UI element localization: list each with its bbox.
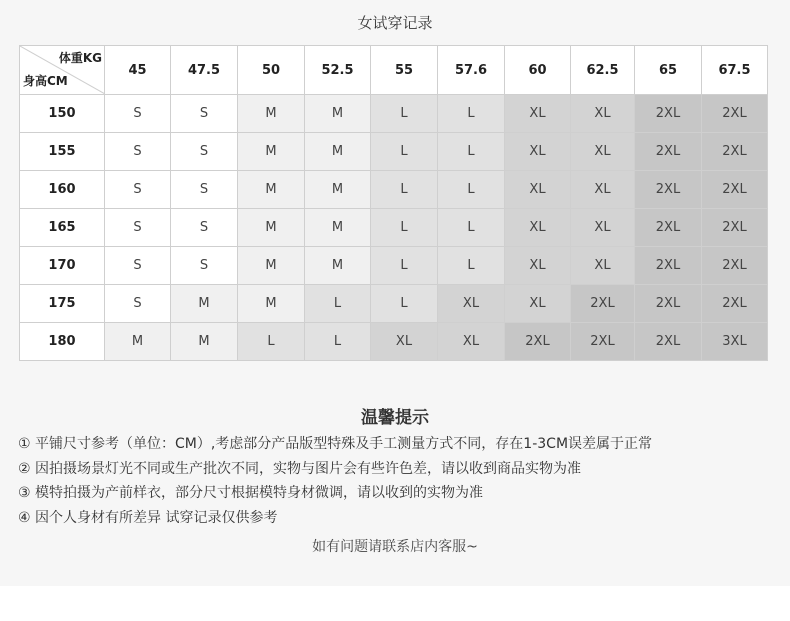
size-table	[19, 45, 768, 361]
weight-header: 45	[105, 46, 171, 95]
height-header: 175	[20, 285, 105, 323]
weight-axis-label: 体重KG	[58, 51, 102, 65]
table-row	[20, 95, 768, 133]
size-cell: 2XL	[571, 323, 635, 361]
table-row	[20, 171, 768, 209]
weight-header: 52.5	[305, 46, 371, 95]
size-cell: S	[105, 133, 171, 171]
size-cell: XL	[505, 171, 571, 209]
size-cell: S	[171, 247, 238, 285]
size-cell: XL	[571, 95, 635, 133]
size-cell: S	[171, 171, 238, 209]
size-cell: M	[305, 247, 371, 285]
size-cell: M	[305, 209, 371, 247]
size-cell: XL	[505, 133, 571, 171]
size-cell: 2XL	[702, 209, 768, 247]
size-cell: XL	[571, 209, 635, 247]
page-title: 女试穿记录	[357, 14, 433, 32]
tip-item: ④ 因个人身材有所差异 试穿记录仅供参考	[18, 509, 278, 526]
tip-item: ③ 模特拍摄为产前样衣，部分尺寸根据模特身材微调，请以收到的实物为准	[18, 485, 483, 501]
size-cell: L	[371, 171, 438, 209]
weight-header: 50	[238, 46, 305, 95]
contact-note: 如有问题请联系店内客服~	[312, 539, 478, 555]
size-cell: L	[305, 323, 371, 361]
size-cell: 2XL	[702, 247, 768, 285]
size-cell: M	[238, 247, 305, 285]
height-header: 165	[20, 209, 105, 247]
weight-header: 47.5	[171, 46, 238, 95]
size-cell: 2XL	[635, 209, 702, 247]
size-cell: 2XL	[635, 247, 702, 285]
table-row	[20, 247, 768, 285]
size-cell: XL	[571, 247, 635, 285]
size-cell: S	[171, 133, 238, 171]
header-row	[20, 46, 768, 95]
corner-cell	[20, 46, 105, 95]
tips-list	[18, 432, 783, 530]
weight-header: 55	[371, 46, 438, 95]
size-cell: XL	[505, 209, 571, 247]
size-cell: M	[171, 323, 238, 361]
size-cell: L	[438, 209, 505, 247]
size-cell: 2XL	[702, 285, 768, 323]
size-cell: 2XL	[702, 95, 768, 133]
size-cell: S	[105, 285, 171, 323]
height-axis-label: 身高CM	[23, 74, 68, 88]
height-header: 170	[20, 247, 105, 285]
weight-header: 57.6	[438, 46, 505, 95]
size-cell: 2XL	[635, 133, 702, 171]
size-cell: M	[238, 133, 305, 171]
size-cell: XL	[505, 95, 571, 133]
size-cell: 2XL	[635, 285, 702, 323]
size-cell: M	[305, 95, 371, 133]
size-cell: L	[438, 171, 505, 209]
size-cell: S	[105, 209, 171, 247]
size-cell: M	[105, 323, 171, 361]
size-cell: XL	[505, 247, 571, 285]
size-cell: L	[371, 209, 438, 247]
size-cell: XL	[571, 171, 635, 209]
size-cell: L	[371, 285, 438, 323]
size-cell: S	[105, 95, 171, 133]
size-cell: M	[238, 209, 305, 247]
size-cell: S	[171, 209, 238, 247]
size-cell: 2XL	[635, 95, 702, 133]
size-cell: L	[438, 247, 505, 285]
height-header: 155	[20, 133, 105, 171]
table-row	[20, 209, 768, 247]
size-cell: S	[105, 171, 171, 209]
size-cell: 2XL	[635, 323, 702, 361]
size-cell: XL	[571, 133, 635, 171]
size-cell: L	[371, 95, 438, 133]
size-cell: L	[438, 133, 505, 171]
height-header: 150	[20, 95, 105, 133]
size-cell: XL	[371, 323, 438, 361]
size-cell: L	[371, 247, 438, 285]
size-cell: S	[105, 247, 171, 285]
size-cell: XL	[438, 323, 505, 361]
size-cell: M	[238, 285, 305, 323]
table-row	[20, 323, 768, 361]
size-cell: L	[305, 285, 371, 323]
size-cell: M	[305, 171, 371, 209]
size-cell: 2XL	[571, 285, 635, 323]
table-row	[20, 133, 768, 171]
weight-header: 65	[635, 46, 702, 95]
size-cell: L	[238, 323, 305, 361]
size-cell: 2XL	[505, 323, 571, 361]
size-cell: 2XL	[702, 171, 768, 209]
size-cell: M	[238, 171, 305, 209]
size-cell: M	[171, 285, 238, 323]
size-cell: M	[305, 133, 371, 171]
tip-item: ② 因拍摄场景灯光不同或生产批次不同，实物与图片会有些许色差，请以收到商品实物为准	[18, 460, 581, 477]
weight-header: 62.5	[571, 46, 635, 95]
tips-title: 温馨提示	[361, 408, 429, 428]
size-cell: 2XL	[635, 171, 702, 209]
size-cell: 3XL	[702, 323, 768, 361]
height-header: 160	[20, 171, 105, 209]
weight-header: 60	[505, 46, 571, 95]
size-cell: XL	[505, 285, 571, 323]
weight-header: 67.5	[702, 46, 768, 95]
size-cell: XL	[438, 285, 505, 323]
size-cell: M	[238, 95, 305, 133]
size-cell: S	[171, 95, 238, 133]
size-cell: L	[438, 95, 505, 133]
tip-item: ① 平铺尺寸参考（单位：CM）,考虑部分产品版型特殊及手工测量方式不同，存在1-3CM误差属于正常	[18, 436, 653, 452]
table-body	[20, 95, 768, 361]
size-cell: L	[371, 133, 438, 171]
table-row	[20, 285, 768, 323]
height-header: 180	[20, 323, 105, 361]
size-cell: 2XL	[702, 133, 768, 171]
